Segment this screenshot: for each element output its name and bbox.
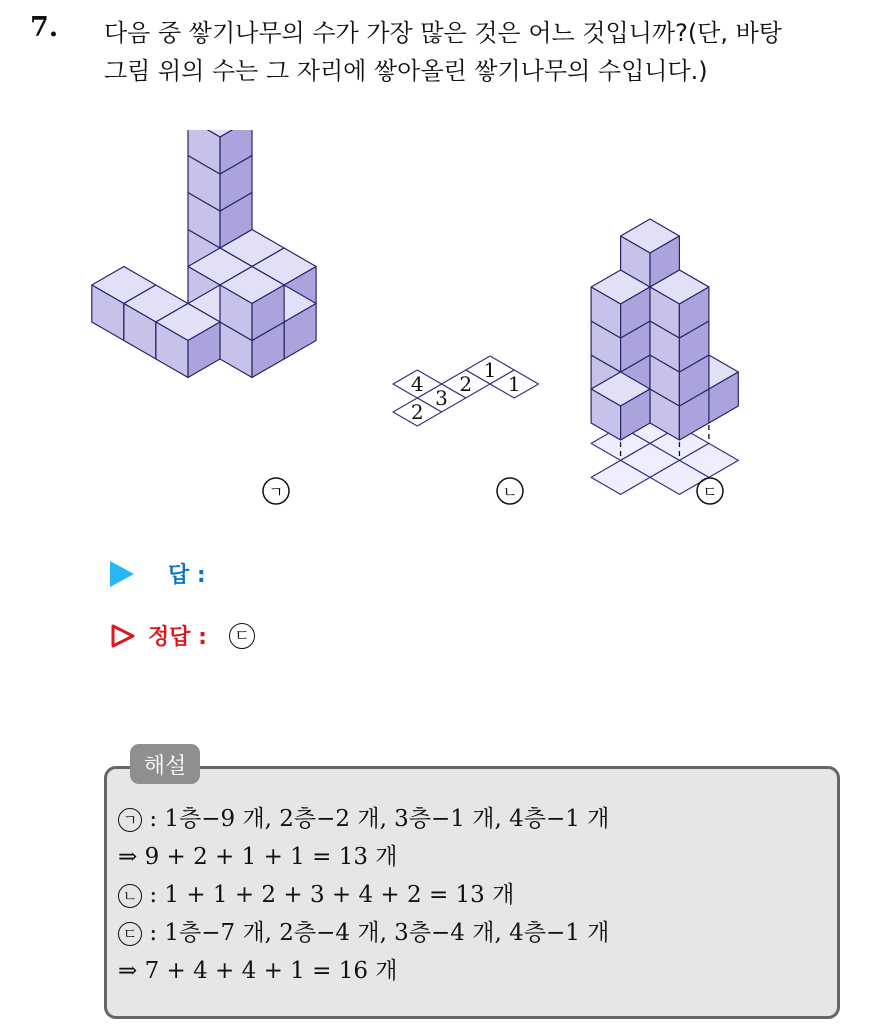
grid-count-label: 4 — [410, 372, 424, 396]
question-line-1: 다음 중 쌓기나무의 수가 가장 많은 것은 어느 것입니까?(단, 바탕 — [104, 19, 782, 47]
circled-mark: ㄷ — [118, 922, 142, 946]
explanation-line: ⇒ 7 + 4 + 4 + 1 = 16 개 — [118, 958, 398, 984]
figure-label-c — [697, 478, 723, 504]
correct-answer-value: ㄷ — [229, 623, 255, 649]
correct-answer-label: 정답 : — [148, 625, 207, 650]
svg-text:ㄱ: ㄱ — [268, 483, 284, 501]
figures-panel — [0, 130, 884, 520]
question-text — [104, 14, 874, 90]
figure-label-b — [497, 478, 523, 504]
answer-label: 답 : — [168, 563, 206, 588]
play-arrow-icon — [110, 561, 134, 587]
svg-text:ㄷ: ㄷ — [702, 483, 718, 501]
figure-b-base-grid — [393, 356, 539, 426]
explanation-line: ⇒ 9 + 2 + 1 + 1 = 13 개 — [118, 844, 398, 870]
answer-row — [110, 558, 206, 589]
outline-arrow-icon — [110, 623, 136, 649]
figure-label-a — [263, 478, 289, 504]
explanation-lines — [118, 800, 609, 990]
figure-a-cubes — [92, 130, 316, 378]
circled-mark: ㄱ — [118, 808, 142, 832]
grid-count-label: 1 — [507, 372, 521, 396]
explanation-line: ㄱ : 1층−9 개, 2층−2 개, 3층−1 개, 4층−1 개 — [118, 800, 609, 838]
figure-c-cubes — [591, 219, 738, 494]
grid-count-label: 2 — [410, 400, 424, 424]
explanation-line: ㄴ : 1 + 1 + 2 + 3 + 4 + 2 = 13 개 — [118, 876, 609, 914]
question-number: 7. — [30, 12, 59, 43]
grid-count-label: 2 — [459, 372, 473, 396]
explanation-line: ㄷ : 1층−7 개, 2층−4 개, 3층−4 개, 4층−1 개 — [118, 914, 609, 952]
circled-mark: ㄴ — [118, 884, 142, 908]
question-line-2: 그림 위의 수는 그 자리에 쌓아올린 쌓기나무의 수입니다.) — [104, 57, 708, 85]
correct-answer-row — [110, 620, 255, 651]
grid-count-label: 1 — [483, 358, 497, 382]
svg-text:ㄴ: ㄴ — [502, 483, 518, 501]
explanation-tab: 해설 — [130, 744, 200, 784]
grid-count-label: 3 — [435, 386, 448, 410]
